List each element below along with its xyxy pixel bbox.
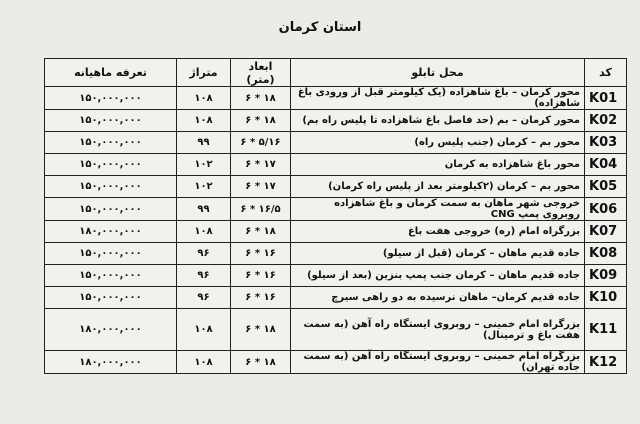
- cell-code: K09: [585, 265, 627, 287]
- cell-dimensions: ۶ * ۱۸: [231, 309, 291, 351]
- cell-code: K07: [585, 221, 627, 243]
- table-row: [45, 351, 627, 374]
- header-area: متراژ: [177, 59, 231, 87]
- cell-location: بزرگراه امام خمینی – روبروی ایستگاه راه آهن (به سمت جاده تهران): [291, 351, 585, 374]
- cell-fee: ۱۵۰,۰۰۰,۰۰۰: [45, 176, 177, 198]
- cell-fee: ۱۵۰,۰۰۰,۰۰۰: [45, 243, 177, 265]
- cell-fee: ۱۸۰,۰۰۰,۰۰۰: [45, 221, 177, 243]
- cell-area: ۱۰۸: [177, 309, 231, 351]
- cell-location: محور بم – کرمان (۲کیلومتر بعد از پلیس راه کرمان): [291, 176, 585, 198]
- cell-location: محور کرمان – بم (حد فاصل باغ شاهزاده تا پلیس راه بم): [291, 110, 585, 132]
- cell-dimensions: ۶ * ۱۶/۵: [231, 198, 291, 221]
- cell-dimensions: ۶ * ۱۸: [231, 87, 291, 110]
- cell-area: ۱۰۸: [177, 110, 231, 132]
- cell-location: محور باغ شاهزاده به کرمان: [291, 154, 585, 176]
- cell-fee: ۱۵۰,۰۰۰,۰۰۰: [45, 198, 177, 221]
- cell-fee: ۱۸۰,۰۰۰,۰۰۰: [45, 309, 177, 351]
- cell-dimensions: ۶ * ۱۶: [231, 265, 291, 287]
- cell-code: K11: [585, 309, 627, 351]
- cell-location: جاده قدیم ماهان – کرمان جنب پمپ بنزین (بعد از سیلو): [291, 265, 585, 287]
- cell-dimensions: ۶ * ۱۷: [231, 154, 291, 176]
- cell-dimensions: ۶ * ۱۸: [231, 110, 291, 132]
- cell-area: ۹۹: [177, 198, 231, 221]
- cell-area: ۹۶: [177, 287, 231, 309]
- cell-code: K03: [585, 132, 627, 154]
- cell-area: ۱۰۲: [177, 154, 231, 176]
- header-location: محل تابلو: [291, 59, 585, 87]
- cell-fee: ۱۵۰,۰۰۰,۰۰۰: [45, 87, 177, 110]
- header-fee: تعرفه ماهیانه: [45, 59, 177, 87]
- cell-dimensions: ۶ * ۱۶: [231, 287, 291, 309]
- cell-area: ۱۰۸: [177, 221, 231, 243]
- cell-dimensions: ۶ * ۱۸: [231, 351, 291, 374]
- table-row: [45, 221, 627, 243]
- table-row: [45, 265, 627, 287]
- table-row: [45, 110, 627, 132]
- cell-fee: ۱۸۰,۰۰۰,۰۰۰: [45, 351, 177, 374]
- cell-code: K08: [585, 243, 627, 265]
- header-code: کد: [585, 59, 627, 87]
- cell-dimensions: ۶ * ۵/۱۶: [231, 132, 291, 154]
- table-row: [45, 198, 627, 221]
- table-row: [45, 176, 627, 198]
- cell-location: محور بم – کرمان (جنب پلیس راه): [291, 132, 585, 154]
- cell-fee: ۱۵۰,۰۰۰,۰۰۰: [45, 265, 177, 287]
- cell-code: K05: [585, 176, 627, 198]
- cell-code: K06: [585, 198, 627, 221]
- table-row: [45, 87, 627, 110]
- cell-fee: ۱۵۰,۰۰۰,۰۰۰: [45, 110, 177, 132]
- cell-code: K01: [585, 87, 627, 110]
- cell-area: ۱۰۲: [177, 176, 231, 198]
- cell-dimensions: ۶ * ۱۸: [231, 221, 291, 243]
- table-row: [45, 132, 627, 154]
- cell-area: ۱۰۸: [177, 351, 231, 374]
- cell-area: ۹۹: [177, 132, 231, 154]
- cell-fee: ۱۵۰,۰۰۰,۰۰۰: [45, 154, 177, 176]
- cell-fee: ۱۵۰,۰۰۰,۰۰۰: [45, 132, 177, 154]
- table-row: [45, 154, 627, 176]
- billboard-table: [44, 58, 627, 374]
- cell-code: K12: [585, 351, 627, 374]
- cell-location: خروجی شهر ماهان به سمت کرمان و باغ شاهزاده روبروی پمپ CNG: [291, 198, 585, 221]
- cell-code: K02: [585, 110, 627, 132]
- cell-location: جاده قدیم ماهان – کرمان (قبل از سیلو): [291, 243, 585, 265]
- table-header-row: [45, 59, 627, 87]
- cell-code: K04: [585, 154, 627, 176]
- cell-code: K10: [585, 287, 627, 309]
- cell-location: بزرگراه امام خمینی – روبروی ایستگاه راه آهن (به سمت هفت باغ و ترمینال): [291, 309, 585, 351]
- table-row: [45, 287, 627, 309]
- cell-dimensions: ۶ * ۱۷: [231, 176, 291, 198]
- cell-area: ۹۶: [177, 265, 231, 287]
- cell-location: محور کرمان – باغ شاهزاده (یک کیلومتر قبل از ورودی باغ شاهزاده): [291, 87, 585, 110]
- table-row: [45, 243, 627, 265]
- table-row: [45, 309, 627, 351]
- cell-location: بزرگراه امام (ره) خروجی هفت باغ: [291, 221, 585, 243]
- header-dimensions: ابعاد (متر): [231, 59, 291, 87]
- cell-area: ۹۶: [177, 243, 231, 265]
- cell-location: جاده قدیم کرمان– ماهان نرسیده به دو راهی سیرچ: [291, 287, 585, 309]
- cell-dimensions: ۶ * ۱۶: [231, 243, 291, 265]
- page-title: استان کرمان: [278, 20, 362, 35]
- cell-fee: ۱۵۰,۰۰۰,۰۰۰: [45, 287, 177, 309]
- cell-area: ۱۰۸: [177, 87, 231, 110]
